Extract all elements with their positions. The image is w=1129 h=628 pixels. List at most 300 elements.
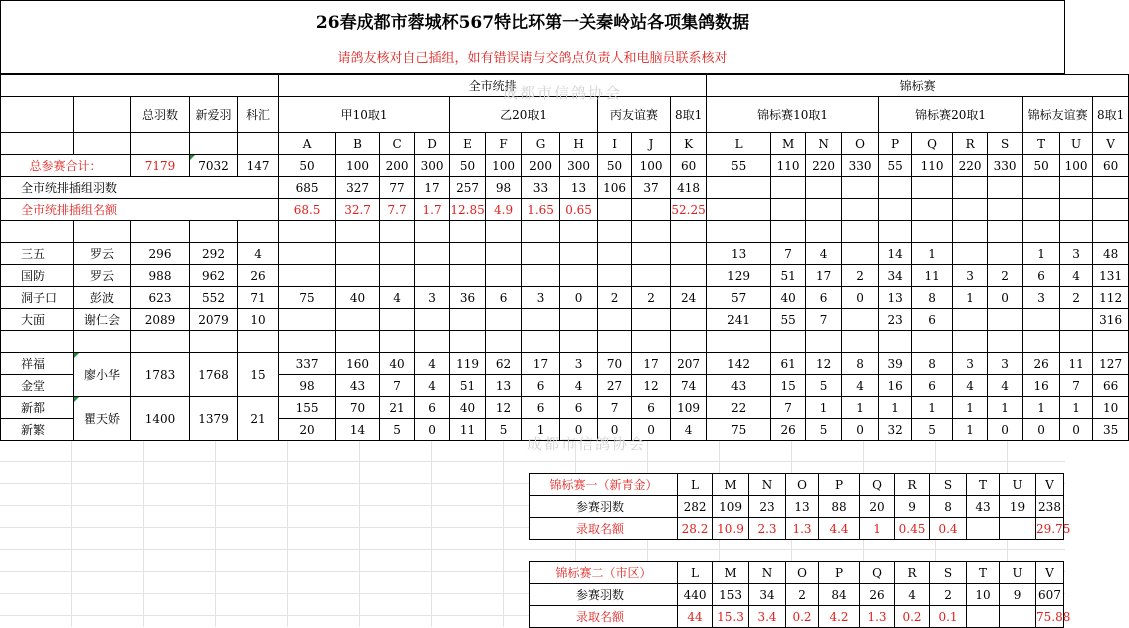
summary-kehui[interactable]: 147 xyxy=(238,155,279,177)
row-value[interactable]: 75 xyxy=(279,287,336,309)
sub-quota-value[interactable]: 0.4 xyxy=(930,518,967,540)
blank-cell[interactable] xyxy=(415,221,450,243)
blank-cell[interactable] xyxy=(953,221,988,243)
row-value[interactable]: 70 xyxy=(598,353,632,375)
column-letter[interactable]: L xyxy=(707,133,771,155)
sub-table-title[interactable]: 锦标赛一（新青金） xyxy=(530,474,678,496)
row-kehui[interactable]: 71 xyxy=(238,287,279,309)
row-value[interactable]: 21 xyxy=(380,397,415,419)
blank-cell[interactable] xyxy=(879,221,912,243)
header-kehui[interactable]: 科汇 xyxy=(238,97,279,133)
row-value[interactable]: 34 xyxy=(879,265,912,287)
blank-cell[interactable] xyxy=(632,221,671,243)
person-in-charge[interactable]: 罗云 xyxy=(74,265,131,287)
sub-count-value[interactable]: 20 xyxy=(860,496,895,518)
row-value[interactable]: 20 xyxy=(279,419,336,441)
row-value[interactable] xyxy=(671,309,707,331)
row-value[interactable]: 27 xyxy=(598,375,632,397)
row-value[interactable]: 17 xyxy=(522,353,560,375)
group-header[interactable]: 8取1 xyxy=(1093,97,1129,133)
row-value[interactable]: 4 xyxy=(380,287,415,309)
row-value[interactable] xyxy=(380,265,415,287)
row-value[interactable]: 62 xyxy=(486,353,522,375)
insert-quota-value[interactable]: 1.65 xyxy=(522,199,560,221)
sub-count-value[interactable]: 84 xyxy=(819,584,860,606)
row-value[interactable] xyxy=(632,309,671,331)
insert-quota-value[interactable]: 32.7 xyxy=(336,199,380,221)
sub-count-value[interactable]: 4 xyxy=(895,584,930,606)
row-value[interactable]: 4 xyxy=(953,375,988,397)
sub-count-value[interactable]: 34 xyxy=(749,584,786,606)
row-value[interactable] xyxy=(953,309,988,331)
row-value[interactable]: 112 xyxy=(1093,287,1129,309)
row-value[interactable]: 61 xyxy=(771,353,806,375)
collection-point[interactable]: 国防 xyxy=(1,265,74,287)
row-value[interactable]: 1 xyxy=(912,243,953,265)
insert-quota-value[interactable]: 68.5 xyxy=(279,199,336,221)
row-value[interactable]: 2 xyxy=(1060,287,1093,309)
collection-point[interactable]: 洞子口 xyxy=(1,287,74,309)
blank-cell[interactable] xyxy=(1093,221,1129,243)
row-value[interactable]: 11 xyxy=(450,419,486,441)
row-kehui[interactable]: 15 xyxy=(238,353,279,397)
row-value[interactable]: 26 xyxy=(1023,353,1060,375)
row-value[interactable] xyxy=(953,243,988,265)
summary-value[interactable]: 50 xyxy=(598,155,632,177)
sub-quota-value[interactable]: 75.88 xyxy=(1036,606,1064,628)
blank-cell[interactable] xyxy=(336,221,380,243)
row-value[interactable]: 32 xyxy=(879,419,912,441)
row-value[interactable] xyxy=(1023,309,1060,331)
summary-value[interactable]: 200 xyxy=(522,155,560,177)
summary-value[interactable]: 50 xyxy=(279,155,336,177)
row-value[interactable]: 7 xyxy=(771,243,806,265)
row-value[interactable]: 129 xyxy=(707,265,771,287)
collection-point[interactable]: 祥福 xyxy=(1,353,74,375)
blank-cell[interactable] xyxy=(707,221,771,243)
insert-quota-value[interactable] xyxy=(1023,199,1060,221)
row-value[interactable]: 7 xyxy=(806,309,842,331)
summary-value[interactable]: 60 xyxy=(671,155,707,177)
blank-cell[interactable] xyxy=(671,331,707,353)
blank-cell[interactable] xyxy=(190,133,238,155)
blank-cell[interactable] xyxy=(842,331,879,353)
insert-count-value[interactable] xyxy=(842,177,879,199)
row-value[interactable]: 3 xyxy=(560,353,598,375)
summary-value[interactable]: 60 xyxy=(1093,155,1129,177)
blank-cell[interactable] xyxy=(131,221,190,243)
row-value[interactable]: 57 xyxy=(707,287,771,309)
blank-cell[interactable] xyxy=(238,133,279,155)
row-total[interactable]: 623 xyxy=(131,287,190,309)
insert-quota-value[interactable] xyxy=(707,199,771,221)
row-value[interactable]: 1 xyxy=(988,397,1023,419)
group-header[interactable]: 锦标赛20取1 xyxy=(879,97,1023,133)
blank-cell[interactable] xyxy=(336,331,380,353)
person-in-charge[interactable]: 谢仁会 xyxy=(74,309,131,331)
insert-count-value[interactable]: 33 xyxy=(522,177,560,199)
insert-count-value[interactable] xyxy=(1093,177,1129,199)
blank-cell[interactable] xyxy=(190,221,238,243)
insert-quota-value[interactable]: 0.65 xyxy=(560,199,598,221)
insert-count-value[interactable]: 327 xyxy=(336,177,380,199)
sub-quota-value[interactable]: 1.3 xyxy=(860,606,895,628)
insert-count-value[interactable] xyxy=(1060,177,1093,199)
blank-cell[interactable] xyxy=(1023,221,1060,243)
blank-cell[interactable] xyxy=(190,331,238,353)
sub-quota-value[interactable]: 4.2 xyxy=(819,606,860,628)
column-letter[interactable]: Q xyxy=(860,474,895,496)
row-value[interactable] xyxy=(522,243,560,265)
row-value[interactable]: 6 xyxy=(912,375,953,397)
group-header[interactable]: 8取1 xyxy=(671,97,707,133)
column-letter[interactable]: I xyxy=(598,133,632,155)
row-value[interactable]: 7 xyxy=(771,397,806,419)
blank-cell[interactable] xyxy=(1093,331,1129,353)
insert-quota-value[interactable] xyxy=(1093,199,1129,221)
insert-count-value[interactable]: 418 xyxy=(671,177,707,199)
row-value[interactable]: 5 xyxy=(912,419,953,441)
row-value[interactable]: 6 xyxy=(912,309,953,331)
blank-cell[interactable] xyxy=(1060,331,1093,353)
blank-cell[interactable] xyxy=(450,221,486,243)
sub-count-value[interactable]: 238 xyxy=(1036,496,1064,518)
sub-count-label[interactable]: 参赛羽数 xyxy=(530,584,678,606)
blank-cell[interactable] xyxy=(912,221,953,243)
row-value[interactable]: 0 xyxy=(842,419,879,441)
row-kehui[interactable]: 10 xyxy=(238,309,279,331)
row-value[interactable] xyxy=(336,243,380,265)
sub-table-title[interactable]: 锦标赛二（市区） xyxy=(530,562,678,584)
blank-cell[interactable] xyxy=(632,331,671,353)
row-value[interactable]: 55 xyxy=(771,309,806,331)
insert-quota-value[interactable] xyxy=(771,199,806,221)
row-value[interactable] xyxy=(988,243,1023,265)
insert-quota-value[interactable]: 12.85 xyxy=(450,199,486,221)
sub-quota-label[interactable]: 录取名额 xyxy=(530,518,678,540)
sub-count-value[interactable]: 13 xyxy=(786,496,819,518)
insert-count-value[interactable]: 685 xyxy=(279,177,336,199)
blank-cell[interactable] xyxy=(74,97,131,133)
row-value[interactable]: 3 xyxy=(522,287,560,309)
row-value[interactable]: 26 xyxy=(771,419,806,441)
row-value[interactable]: 7 xyxy=(1060,375,1093,397)
sub-count-value[interactable]: 607 xyxy=(1036,584,1064,606)
row-value[interactable]: 70 xyxy=(336,397,380,419)
column-letter[interactable]: S xyxy=(988,133,1023,155)
insert-quota-value[interactable] xyxy=(879,199,912,221)
insert-quota-value[interactable] xyxy=(1060,199,1093,221)
blank-cell[interactable] xyxy=(560,331,598,353)
column-letter[interactable]: S xyxy=(930,562,967,584)
insert-count-value[interactable] xyxy=(879,177,912,199)
blank-cell[interactable] xyxy=(380,221,415,243)
row-value[interactable]: 3 xyxy=(953,353,988,375)
sub-count-value[interactable]: 23 xyxy=(749,496,786,518)
column-letter[interactable]: V xyxy=(1036,474,1064,496)
column-letter[interactable]: A xyxy=(279,133,336,155)
row-value[interactable] xyxy=(279,243,336,265)
summary-value[interactable]: 110 xyxy=(771,155,806,177)
row-value[interactable]: 241 xyxy=(707,309,771,331)
row-value[interactable] xyxy=(671,265,707,287)
group-header[interactable]: 甲10取1 xyxy=(279,97,450,133)
blank-cell[interactable] xyxy=(522,331,560,353)
insert-quota-label[interactable]: 全市统排插组名额 xyxy=(1,199,279,221)
row-kehui[interactable]: 4 xyxy=(238,243,279,265)
row-value[interactable] xyxy=(415,309,450,331)
sub-quota-value[interactable]: 28.2 xyxy=(678,518,713,540)
row-value[interactable]: 1 xyxy=(953,287,988,309)
column-letter[interactable]: F xyxy=(486,133,522,155)
insert-quota-value[interactable] xyxy=(912,199,953,221)
sub-count-value[interactable]: 10 xyxy=(967,584,1000,606)
row-value[interactable] xyxy=(522,265,560,287)
insert-quota-value[interactable] xyxy=(598,199,632,221)
row-value[interactable]: 1 xyxy=(522,419,560,441)
blank-cell[interactable] xyxy=(842,221,879,243)
column-letter[interactable]: O xyxy=(786,562,819,584)
blank-cell[interactable] xyxy=(912,331,953,353)
row-value[interactable]: 6 xyxy=(522,397,560,419)
sub-quota-value[interactable]: 10.9 xyxy=(713,518,749,540)
blank-cell[interactable] xyxy=(1,97,74,133)
blank-cell[interactable] xyxy=(953,331,988,353)
header-total[interactable]: 总羽数 xyxy=(131,97,190,133)
row-value[interactable]: 1 xyxy=(842,397,879,419)
blank-cell[interactable] xyxy=(879,331,912,353)
row-value[interactable]: 43 xyxy=(336,375,380,397)
column-letter[interactable]: M xyxy=(771,133,806,155)
column-letter[interactable]: D xyxy=(415,133,450,155)
column-letter[interactable]: O xyxy=(842,133,879,155)
row-value[interactable]: 0 xyxy=(560,287,598,309)
row-value[interactable]: 74 xyxy=(671,375,707,397)
row-value[interactable] xyxy=(842,243,879,265)
row-value[interactable]: 40 xyxy=(771,287,806,309)
row-kehui[interactable]: 26 xyxy=(238,265,279,287)
blank-cell[interactable] xyxy=(771,221,806,243)
row-value[interactable] xyxy=(988,309,1023,331)
blank-cell[interactable] xyxy=(1,221,74,243)
column-letter[interactable]: N xyxy=(749,474,786,496)
sub-count-value[interactable]: 282 xyxy=(678,496,713,518)
row-total[interactable]: 2089 xyxy=(131,309,190,331)
row-value[interactable]: 2 xyxy=(988,265,1023,287)
column-letter[interactable]: Q xyxy=(860,562,895,584)
row-value[interactable]: 119 xyxy=(450,353,486,375)
row-value[interactable]: 36 xyxy=(450,287,486,309)
summary-value[interactable]: 330 xyxy=(842,155,879,177)
column-letter[interactable]: U xyxy=(1000,474,1036,496)
row-value[interactable]: 0 xyxy=(1060,419,1093,441)
row-new[interactable]: 962 xyxy=(190,265,238,287)
blank-cell[interactable] xyxy=(279,331,336,353)
row-value[interactable]: 12 xyxy=(632,375,671,397)
insert-count-value[interactable] xyxy=(953,177,988,199)
column-letter[interactable]: J xyxy=(632,133,671,155)
row-kehui[interactable]: 21 xyxy=(238,397,279,441)
summary-value[interactable]: 100 xyxy=(1060,155,1093,177)
row-value[interactable] xyxy=(632,265,671,287)
row-value[interactable]: 16 xyxy=(1023,375,1060,397)
summary-value[interactable]: 330 xyxy=(988,155,1023,177)
row-value[interactable]: 5 xyxy=(806,419,842,441)
row-value[interactable]: 4 xyxy=(806,243,842,265)
row-value[interactable]: 4 xyxy=(560,375,598,397)
blank-cell[interactable] xyxy=(279,221,336,243)
row-value[interactable]: 0 xyxy=(988,419,1023,441)
blank-cell[interactable] xyxy=(598,331,632,353)
blank-cell[interactable] xyxy=(1,75,279,97)
sub-count-value[interactable]: 9 xyxy=(895,496,930,518)
row-value[interactable] xyxy=(598,265,632,287)
insert-count-value[interactable]: 13 xyxy=(560,177,598,199)
column-letter[interactable]: C xyxy=(380,133,415,155)
row-value[interactable] xyxy=(671,243,707,265)
row-new[interactable]: 552 xyxy=(190,287,238,309)
insert-count-value[interactable]: 37 xyxy=(632,177,671,199)
sub-quota-value[interactable]: 1 xyxy=(860,518,895,540)
row-value[interactable]: 155 xyxy=(279,397,336,419)
row-value[interactable]: 75 xyxy=(707,419,771,441)
row-value[interactable]: 1 xyxy=(953,397,988,419)
row-value[interactable]: 40 xyxy=(380,353,415,375)
sub-quota-value[interactable]: 3.4 xyxy=(749,606,786,628)
row-value[interactable]: 6 xyxy=(415,397,450,419)
blank-cell[interactable] xyxy=(1060,221,1093,243)
row-value[interactable]: 17 xyxy=(806,265,842,287)
sub-quota-value[interactable]: 44 xyxy=(678,606,713,628)
blank-cell[interactable] xyxy=(806,331,842,353)
row-value[interactable]: 4 xyxy=(415,375,450,397)
sub-quota-value[interactable]: 29.75 xyxy=(1036,518,1064,540)
blank-cell[interactable] xyxy=(486,331,522,353)
row-value[interactable]: 127 xyxy=(1093,353,1129,375)
sub-count-value[interactable]: 43 xyxy=(967,496,1000,518)
row-value[interactable] xyxy=(450,243,486,265)
blank-cell[interactable] xyxy=(74,221,131,243)
row-value[interactable]: 207 xyxy=(671,353,707,375)
sub-count-value[interactable]: 2 xyxy=(930,584,967,606)
insert-count-value[interactable] xyxy=(771,177,806,199)
column-letter[interactable]: V xyxy=(1036,562,1064,584)
sub-count-value[interactable]: 19 xyxy=(1000,496,1036,518)
insert-count-label[interactable]: 全市统排插组羽数 xyxy=(1,177,279,199)
collection-point[interactable]: 大面 xyxy=(1,309,74,331)
row-value[interactable]: 1 xyxy=(1023,243,1060,265)
summary-value[interactable]: 200 xyxy=(380,155,415,177)
row-value[interactable] xyxy=(415,265,450,287)
row-value[interactable]: 1 xyxy=(1060,397,1093,419)
blank-cell[interactable] xyxy=(1,331,74,353)
blank-cell[interactable] xyxy=(380,331,415,353)
row-value[interactable]: 8 xyxy=(842,353,879,375)
row-value[interactable]: 13 xyxy=(707,243,771,265)
row-value[interactable]: 5 xyxy=(806,375,842,397)
sub-quota-value[interactable]: 4.4 xyxy=(819,518,860,540)
sub-count-label[interactable]: 参赛羽数 xyxy=(530,496,678,518)
sub-quota-value[interactable] xyxy=(1000,606,1036,628)
row-value[interactable]: 6 xyxy=(806,287,842,309)
row-value[interactable]: 24 xyxy=(671,287,707,309)
row-total[interactable]: 1400 xyxy=(131,397,190,441)
column-letter[interactable]: P xyxy=(819,562,860,584)
blank-cell[interactable] xyxy=(74,331,131,353)
summary-value[interactable]: 50 xyxy=(1023,155,1060,177)
column-letter[interactable]: L xyxy=(678,562,713,584)
row-value[interactable]: 6 xyxy=(486,287,522,309)
row-value[interactable]: 7 xyxy=(598,397,632,419)
insert-count-value[interactable]: 17 xyxy=(415,177,450,199)
insert-quota-value[interactable]: 52.25 xyxy=(671,199,707,221)
row-value[interactable]: 14 xyxy=(879,243,912,265)
blank-cell[interactable] xyxy=(1,133,74,155)
column-letter[interactable]: Q xyxy=(912,133,953,155)
column-letter[interactable]: U xyxy=(1060,133,1093,155)
row-value[interactable]: 16 xyxy=(879,375,912,397)
sub-quota-value[interactable]: 2.3 xyxy=(749,518,786,540)
row-value[interactable]: 1 xyxy=(953,419,988,441)
summary-value[interactable]: 100 xyxy=(486,155,522,177)
insert-quota-value[interactable]: 1.7 xyxy=(415,199,450,221)
row-total[interactable]: 988 xyxy=(131,265,190,287)
collection-point[interactable]: 金堂 xyxy=(1,375,74,397)
blank-cell[interactable] xyxy=(415,331,450,353)
column-letter[interactable]: T xyxy=(967,474,1000,496)
sub-count-value[interactable]: 440 xyxy=(678,584,713,606)
insert-quota-value[interactable] xyxy=(953,199,988,221)
row-value[interactable]: 15 xyxy=(771,375,806,397)
row-value[interactable]: 43 xyxy=(707,375,771,397)
person-in-charge[interactable]: 廖小华 xyxy=(74,353,131,397)
row-value[interactable] xyxy=(598,309,632,331)
row-value[interactable] xyxy=(598,243,632,265)
insert-quota-value[interactable] xyxy=(842,199,879,221)
row-value[interactable]: 13 xyxy=(486,375,522,397)
sub-count-value[interactable]: 9 xyxy=(1000,584,1036,606)
row-value[interactable]: 5 xyxy=(380,419,415,441)
sub-quota-value[interactable]: 0.2 xyxy=(895,606,930,628)
blank-cell[interactable] xyxy=(486,221,522,243)
column-letter[interactable]: B xyxy=(336,133,380,155)
insert-quota-value[interactable]: 7.7 xyxy=(380,199,415,221)
row-value[interactable]: 4 xyxy=(988,375,1023,397)
row-value[interactable]: 39 xyxy=(879,353,912,375)
section-city[interactable]: 全市统排 xyxy=(279,75,707,97)
blank-cell[interactable] xyxy=(598,221,632,243)
column-letter[interactable]: E xyxy=(450,133,486,155)
row-value[interactable] xyxy=(336,309,380,331)
sub-count-value[interactable]: 88 xyxy=(819,496,860,518)
row-value[interactable]: 40 xyxy=(336,287,380,309)
row-value[interactable]: 0 xyxy=(560,419,598,441)
blank-cell[interactable] xyxy=(707,331,771,353)
row-new[interactable]: 2079 xyxy=(190,309,238,331)
column-letter[interactable]: R xyxy=(895,562,930,584)
row-value[interactable]: 11 xyxy=(912,265,953,287)
row-value[interactable]: 1 xyxy=(806,397,842,419)
blank-cell[interactable] xyxy=(806,221,842,243)
row-value[interactable]: 1 xyxy=(879,397,912,419)
column-letter[interactable]: P xyxy=(879,133,912,155)
sub-quota-value[interactable] xyxy=(1000,518,1036,540)
sub-quota-value[interactable]: 15.3 xyxy=(713,606,749,628)
row-value[interactable]: 0 xyxy=(598,419,632,441)
sub-count-value[interactable]: 8 xyxy=(930,496,967,518)
blank-cell[interactable] xyxy=(522,221,560,243)
summary-value[interactable]: 300 xyxy=(560,155,598,177)
